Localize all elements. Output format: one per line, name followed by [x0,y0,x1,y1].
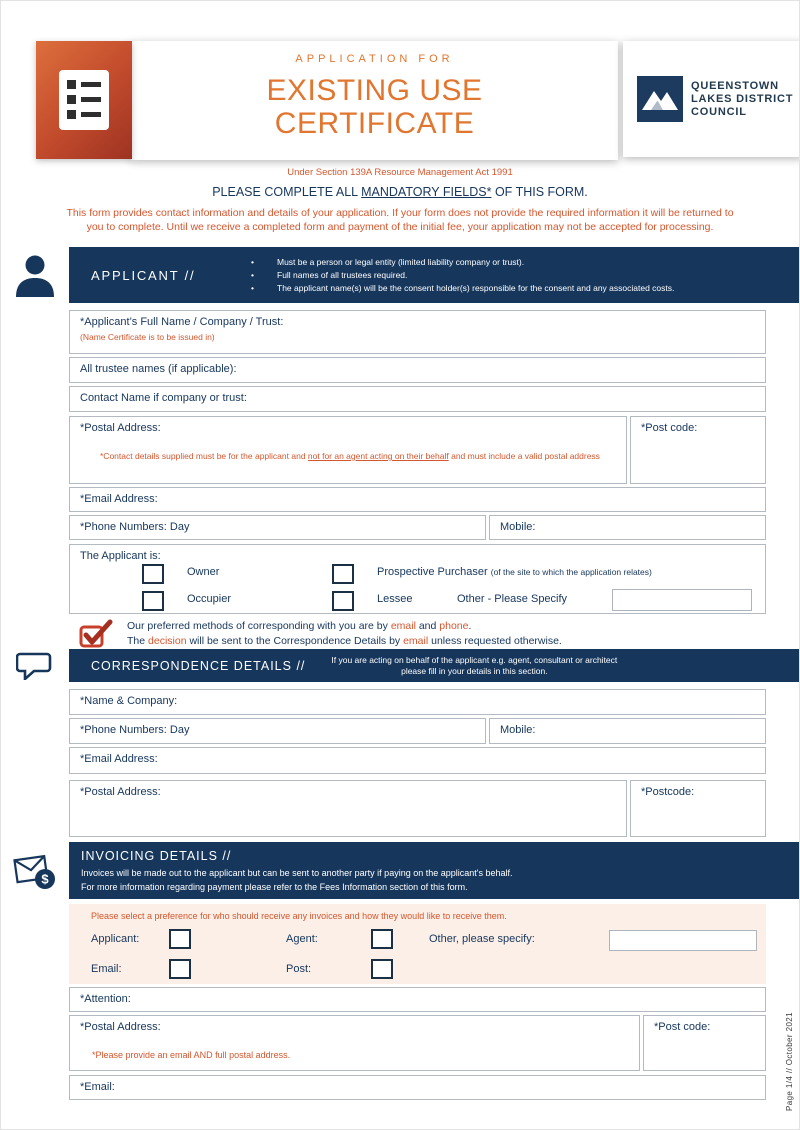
applicant-email-field[interactable] [69,487,766,512]
applicant-bullet-1: • Must be a person or legal entity (limited liability company or trust). [251,256,525,267]
invoice-email-label: *Email: [80,1081,115,1093]
invoice-email-field[interactable] [69,1075,766,1100]
corr-phone-day-label: *Phone Numbers: Day [80,724,190,736]
mandatory-fields-underlined: MANDATORY FIELDS* [361,185,492,199]
prospective-purchaser-label: Prospective Purchaser (of the site to which the application relates) [377,566,652,578]
lessee-checkbox[interactable] [332,591,354,611]
application-for-label: APPLICATION FOR [295,53,454,65]
other-specify-label: Other - Please Specify [457,593,568,605]
invoice-agent-label: Agent: [286,933,318,945]
correspondence-section-header [1,649,799,682]
invoice-agent-checkbox[interactable] [371,929,393,949]
name-company-label: *Name & Company: [80,695,178,707]
postal-address-note: *Contact details supplied must be for the applicant and not for an agent acting on their behalf and must include a valid postal address [100,451,600,461]
full-name-label: *Applicant’s Full Name / Company / Trust: [80,316,284,328]
invoice-envelope-icon [1,842,69,899]
postal-address-label: *Postal Address: [80,422,161,434]
invoice-postal-note: *Please provide an email AND full postal address. [92,1050,291,1060]
invoice-applicant-label: Applicant: [91,933,140,945]
applicant-postcode-field[interactable] [630,416,766,484]
mountains-logo-icon [637,76,683,122]
other-specify-input[interactable] [612,589,752,611]
postcode-label: *Post code: [641,422,698,434]
prospective-purchaser-note: (of the site to which the application relates) [490,567,652,577]
correspondence-heading: CORRESPONDENCE DETAILS // [91,658,306,673]
mandatory-pre: PLEASE COMPLETE ALL [212,185,362,199]
invoicing-subtext-line1: Invoices will be made out to the applicant but can be sent to another party if paying on the applicant's behalf. [81,868,513,878]
invoice-postcode-label: *Post code: [654,1021,711,1033]
corr-postcode-label: *Postcode: [641,786,695,798]
mandatory-instruction [1,185,799,200]
owner-label: Owner [187,566,220,578]
red-check-icon [79,619,113,649]
applicant-phone-day-field[interactable] [69,515,486,540]
lessee-label: Lessee [377,593,413,605]
phone-day-label: *Phone Numbers: Day [80,521,190,533]
prospective-purchaser-checkbox[interactable] [332,564,354,584]
corr-email-label: *Email Address: [80,753,158,765]
intro-paragraph: This form provides contact information and details of your application. If your form does not provide the required information it will be returned to you to complete. Until we receive a completed form and payment of the initial fee, your application may not be accepted for processing. [66,207,734,233]
mobile-label: Mobile: [500,521,536,533]
title-card [131,41,618,160]
form-tile [36,41,132,159]
speech-bubble-icon [1,649,69,682]
correspondence-mobile-field[interactable] [489,718,766,744]
invoice-other-label: Other, please specify: [429,933,535,945]
correspondence-subtext-line2: please fill in your details in this section. [401,665,548,676]
corr-postal-label: *Postal Address: [80,786,161,798]
invoicing-subtext [81,867,799,894]
trustee-names-label: All trustee names (if applicable): [80,363,237,375]
correspondence-postal-address-field[interactable] [69,780,627,837]
mandatory-post: OF THIS FORM. [491,185,588,199]
council-name-line3: COUNCIL [691,105,747,118]
correspondence-subtext-line1: If you are acting on behalf of the applicant e.g. agent, consultant or architect [331,654,618,665]
email-address-label: *Email Address: [80,493,158,505]
attention-label: *Attention: [80,993,131,1005]
applicant-bullets [251,256,674,295]
applicant-full-name-field[interactable] [69,310,766,354]
applicant-postal-address-field[interactable] [69,416,627,484]
svg-text:$: $ [41,871,49,886]
council-logo-card [623,41,800,157]
form-title-line1: EXISTING USE [266,74,483,107]
invoicing-subtext-line2: For more information regarding payment please refer to the Fees Information section of this form. [81,881,468,892]
applicant-bullet-2: • Full names of all trustees required. [251,269,408,280]
page-number: Page 1/4 // October 2021 [785,1012,794,1111]
invoice-preference-note: Please select a preference for who should receive any invoices and how they would like to receive them. [91,911,507,921]
applicant-is-label: The Applicant is: [80,550,161,562]
act-subtitle: Under Section 139A Resource Management Act 1991 [287,167,513,178]
invoice-postal-address-field[interactable] [69,1015,640,1071]
council-name-line1: QUEENSTOWN [691,79,779,92]
invoice-preference-panel [69,904,766,984]
owner-checkbox[interactable] [142,564,164,584]
correspondence-email-field[interactable] [69,747,766,774]
applicant-mobile-field[interactable] [489,515,766,540]
correspondence-postcode-field[interactable] [630,780,766,837]
person-icon [1,247,69,303]
invoice-applicant-checkbox[interactable] [169,929,191,949]
correspondence-subtext [331,655,617,677]
contact-name-label: Contact Name if company or trust: [80,392,247,404]
corr-mobile-label: Mobile: [500,724,536,736]
invoice-email-checkbox[interactable] [169,959,191,979]
applicant-type-field [69,544,766,614]
preferred-line-2: The decision will be sent to the Correspondence Details by email unless requested otherwise. [127,635,562,647]
invoice-postcode-field[interactable] [643,1015,766,1071]
occupier-checkbox[interactable] [142,591,164,611]
occupier-label: Occupier [187,593,232,605]
invoice-post-option-label: Post: [286,963,312,975]
preferred-line-1: Our preferred methods of corresponding with you are by email and phone. [127,620,472,632]
invoice-other-input[interactable] [609,930,757,951]
invoice-post-checkbox[interactable] [371,959,393,979]
invoice-attention-field[interactable] [69,987,766,1012]
form-title-line2: CERTIFICATE [274,107,475,140]
contact-name-field[interactable] [69,386,766,412]
invoice-email-option-label: Email: [91,963,122,975]
preferred-methods-note [79,619,766,649]
document-icon [56,67,112,133]
correspondence-phone-day-field[interactable] [69,718,486,744]
trustee-names-field[interactable] [69,357,766,383]
correspondence-name-field[interactable] [69,689,766,715]
invoicing-section-header [1,842,799,899]
applicant-section-header [1,247,799,303]
invoice-postal-label: *Postal Address: [80,1021,161,1033]
applicant-heading: APPLICANT // [91,267,196,283]
council-name [691,80,793,119]
invoicing-heading: INVOICING DETAILS // [81,849,232,863]
full-name-note: (Name Certificate is to be issued in) [80,332,215,342]
applicant-bullet-3: • The applicant name(s) will be the consent holder(s) responsible for the consent and any associated costs. [251,282,675,293]
council-name-line2: LAKES DISTRICT [691,92,794,105]
preferred-methods-text [127,619,562,649]
